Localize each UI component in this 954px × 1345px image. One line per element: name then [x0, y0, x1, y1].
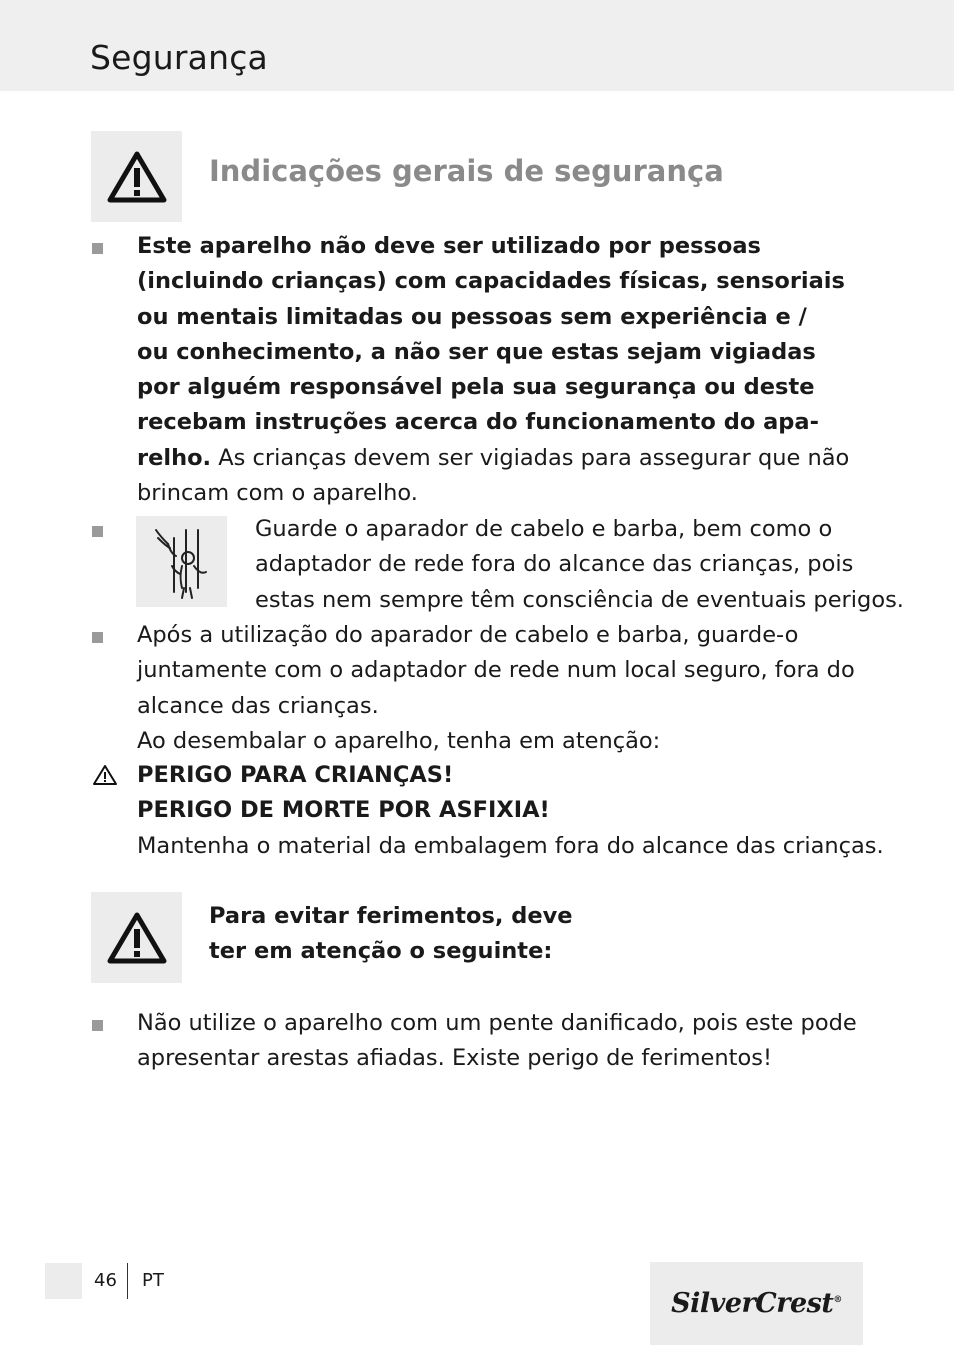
brand-logo-text: [671, 1288, 842, 1319]
item1-line: Este aparelho não deve ser utilizado por pessoas: [137, 233, 761, 259]
warning-box: [91, 131, 182, 222]
section-heading: Indicações gerais de segurança: [209, 154, 724, 188]
danger-block: [137, 758, 884, 864]
injury-line-2: ter em atenção o seguinte:: [209, 938, 553, 965]
warning-box: [91, 892, 182, 983]
safety-item-1: [137, 229, 877, 511]
page-title: Segurança: [90, 38, 268, 77]
footer-divider: [127, 1263, 128, 1299]
item1-line: ou conhecimento, a não ser que estas sejam vigiadas: [137, 338, 816, 365]
item1-line: por alguém responsável pela sua segurança ou deste: [137, 374, 815, 401]
safety-item-2: [255, 512, 904, 618]
danger-line-1: PERIGO PARA CRIANÇAS!: [137, 762, 454, 788]
child-warning-box: [136, 516, 227, 607]
item3-line: alcance das crianças.: [137, 692, 379, 719]
item1-line: ou mentais limitadas ou pessoas sem experiência e /: [137, 303, 807, 330]
item3-line: juntamente com o adaptador de rede num local seguro, fora do: [137, 657, 855, 684]
brand-registered-mark: ®: [833, 1295, 842, 1305]
item1-mixed-line: [137, 441, 877, 476]
injury-notice: [209, 899, 809, 970]
language-code: PT: [142, 1270, 164, 1291]
bullet-marker: [92, 243, 103, 254]
item1-normal-tail: As crianças devem ser vigiadas para assegurar que não: [211, 444, 850, 471]
item4-line: Não utilize o aparelho com um pente danificado, pois este pode: [137, 1010, 857, 1036]
child-hand-icon: [136, 516, 227, 607]
warning-triangle-icon: [106, 150, 168, 204]
page-number: 46: [94, 1270, 117, 1291]
bullet-marker: [92, 1020, 103, 1031]
item1-line: brincam com o aparelho.: [137, 480, 418, 507]
small-warning-icon: [92, 764, 118, 786]
item2-line: estas nem sempre têm consciência de eventuais perigos.: [255, 586, 904, 613]
warning-triangle-icon: [106, 911, 168, 965]
item4-line: apresentar arestas afiadas. Existe perigo de ferimentos!: [137, 1045, 772, 1072]
item1-line: (incluindo crianças) com capacidades físicas, sensoriais: [137, 268, 845, 295]
brand-logo: [650, 1262, 863, 1345]
safety-item-4: [137, 1006, 877, 1077]
bullet-marker: [92, 526, 103, 537]
safety-item-3: [137, 618, 877, 759]
item3-followup: Ao desembalar o aparelho, tenha em atenção:: [137, 727, 661, 754]
footer-box: [45, 1263, 82, 1299]
danger-line-2: PERIGO DE MORTE POR ASFIXIA!: [137, 797, 550, 824]
item1-line: recebam instruções acerca do funcionamento do apa-: [137, 409, 819, 436]
danger-text: Mantenha o material da embalagem fora do alcance das crianças.: [137, 832, 884, 859]
brand-name: SilverCrest: [671, 1288, 834, 1319]
item3-line: Após a utilização do aparador de cabelo e barba, guarde-o: [137, 622, 799, 648]
item2-line: adaptador de rede fora do alcance das crianças, pois: [255, 551, 854, 578]
injury-line-1: Para evitar ferimentos, deve: [209, 903, 573, 929]
item2-line: Guarde o aparador de cabelo e barba, bem como o: [255, 516, 833, 542]
item1-bold-tail: relho.: [137, 444, 212, 471]
bullet-marker: [92, 632, 103, 643]
